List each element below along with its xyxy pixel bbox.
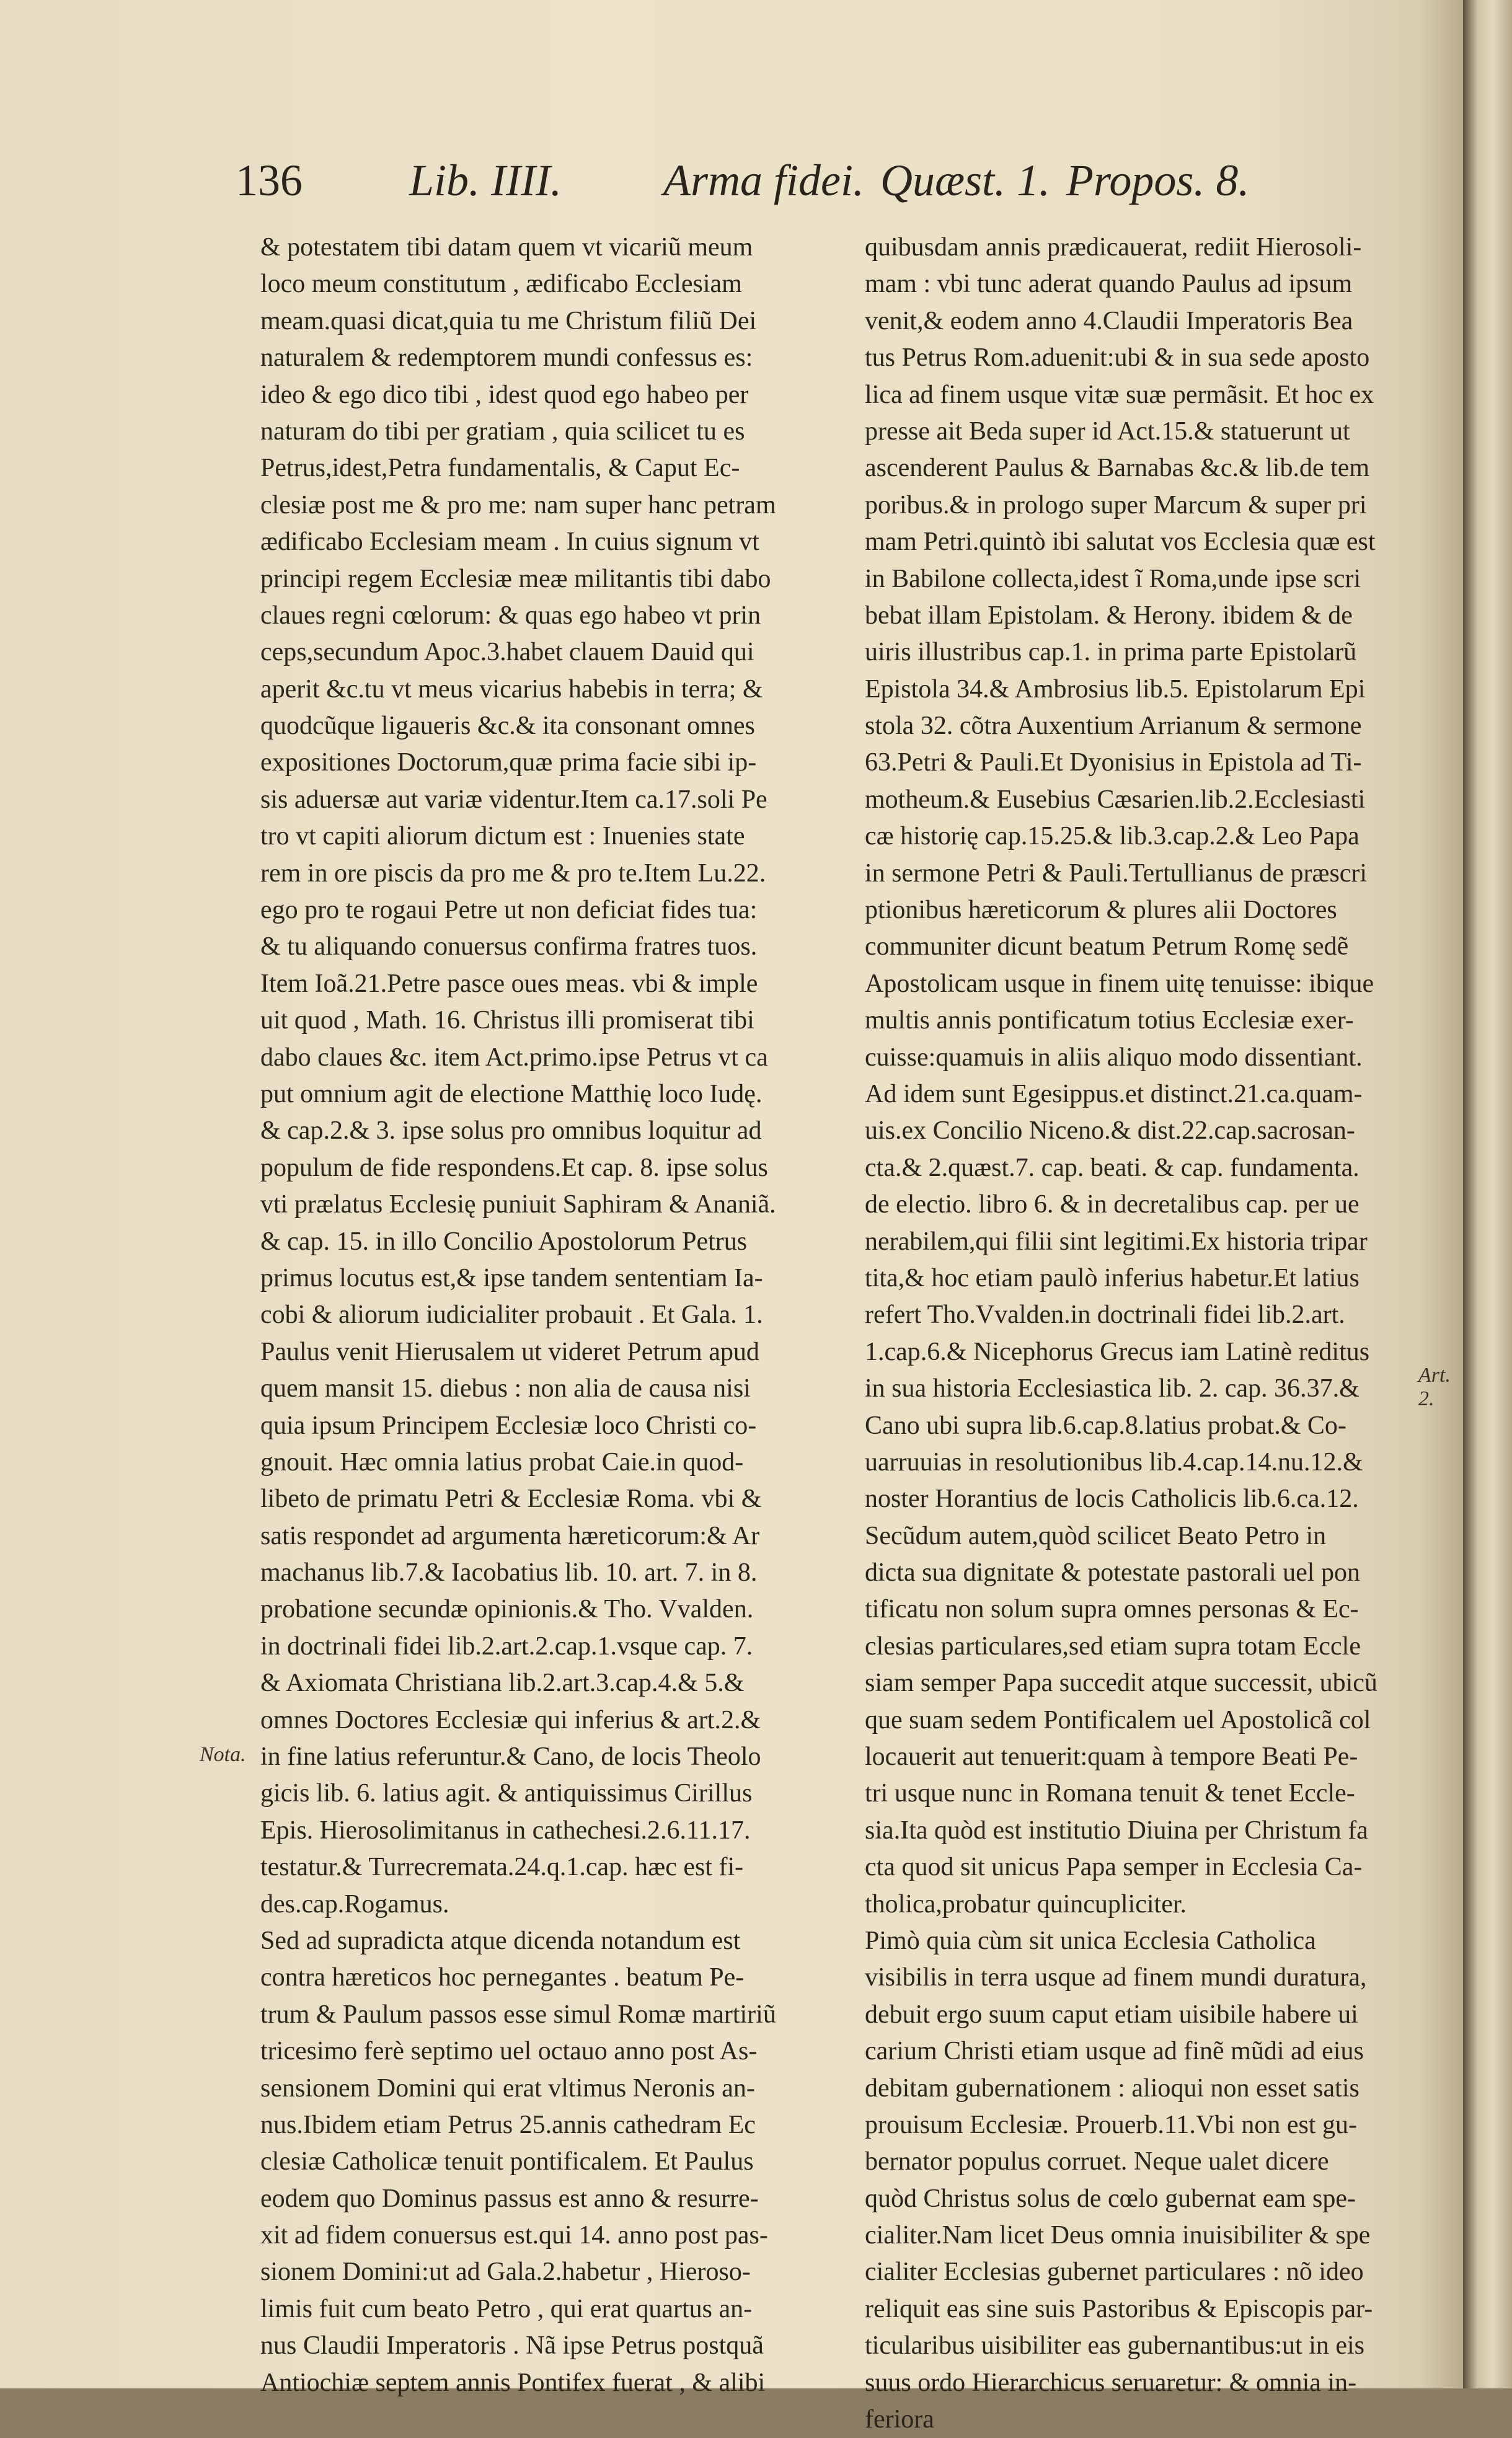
text-line: stola 32. cõtra Auxentium Arrianum & sermone bbox=[865, 712, 1362, 741]
text-line: 1.cap.6.& Nicephorus Grecus iam Latinè reditus bbox=[865, 1337, 1370, 1366]
right-column bbox=[865, 229, 1460, 2438]
text-line: tus Petrus Rom.aduenit:ubi & in sua sede aposto bbox=[865, 343, 1370, 373]
text-line: siam semper Papa succedit atque successit, ubicũ bbox=[865, 1669, 1377, 1698]
text-line: Pimò quia cùm sit unica Ecclesia Catholica bbox=[865, 1926, 1316, 1955]
text-line: rem in ore piscis da pro me & pro te.Item Lu.22. bbox=[260, 859, 766, 888]
text-line: Item Ioã.21.Petre pasce oues meas. vbi & imple bbox=[260, 969, 758, 998]
header-question: Quæst. 1. bbox=[880, 156, 1051, 205]
text-line: uiris illustribus cap.1. in prima parte Epistolarũ bbox=[865, 638, 1357, 667]
text-line: clesias particulares,sed etiam supra totam Eccle bbox=[865, 1632, 1361, 1661]
text-line: tri usque nunc in Romana tenuit & tenet Eccle- bbox=[865, 1779, 1355, 1808]
text-line: quòd Christus solus de cœlo gubernat eam spe- bbox=[865, 2184, 1356, 2213]
text-line: uarruuias in resolutionibus lib.4.cap.14.nu.12.& bbox=[865, 1447, 1363, 1477]
text-line: claues regni cœlorum: & quas ego habeo vt prin bbox=[260, 601, 761, 630]
text-line: Cano ubi supra lib.6.cap.8.latius probat.& Co- bbox=[865, 1411, 1346, 1440]
text-line: clesiæ post me & pro me: nam super hanc petram bbox=[260, 490, 776, 519]
text-line: motheum.& Eusebius Cæsarien.lib.2.Ecclesiasti bbox=[865, 785, 1366, 814]
text-line: multis annis pontificatum totius Ecclesiæ exer- bbox=[865, 1006, 1354, 1035]
text-line: sionem Domini:ut ad Gala.2.habetur , Hieroso- bbox=[260, 2258, 751, 2287]
text-line: nerabilem,qui filii sint legitimi.Ex historia tripar bbox=[865, 1227, 1368, 1256]
text-line: cialiter.Nam licet Deus omnia inuisibiliter & spe bbox=[865, 2221, 1371, 2250]
text-line: cæ historię cap.15.25.& lib.3.cap.2.& Leo Papa bbox=[865, 822, 1359, 851]
text-line: machanus lib.7.& Iacobatius lib. 10. art. 7. in 8. bbox=[260, 1558, 758, 1588]
text-line: noster Horantius de locis Catholicis lib.6.ca.12. bbox=[865, 1485, 1359, 1514]
text-line: vti prælatus Ecclesię puniuit Saphiram & Ananiã. bbox=[260, 1190, 776, 1219]
text-line: principi regem Ecclesiæ meæ militantis tibi dabo bbox=[260, 564, 771, 593]
text-line: ceps,secundum Apoc.3.habet clauem Dauid qui bbox=[260, 638, 754, 667]
text-line: visibilis in terra usque ad finem mundi duratura, bbox=[865, 1963, 1367, 1992]
text-line: Petrus,idest,Petra fundamentalis, & Caput Ec- bbox=[260, 454, 740, 483]
text-line: in sermone Petri & Pauli.Tertullianus de præscri bbox=[865, 859, 1368, 888]
margin-note-art: Art. 2. bbox=[1418, 1364, 1451, 1410]
text-line: debuit ergo suum caput etiam uisibile habere ui bbox=[865, 2000, 1358, 2029]
text-line: in doctrinali fidei lib.2.art.2.cap.1.vsque cap. 7. bbox=[260, 1632, 753, 1661]
text-line: contra hæreticos hoc pernegantes . beatum Pe- bbox=[260, 1963, 745, 1992]
text-line: in fine latius referuntur.& Cano, de locis Theolo bbox=[260, 1742, 761, 1772]
text-line: tro vt capiti aliorum dictum est : Inuenies state bbox=[260, 822, 745, 851]
text-line: venit,& eodem anno 4.Claudii Imperatoris Bea bbox=[865, 306, 1353, 335]
text-line: cta quod sit unicus Papa semper in Ecclesia Ca- bbox=[865, 1853, 1363, 1882]
text-line: bebat illam Epistolam. & Herony. ibidem & de bbox=[865, 601, 1353, 630]
text-line: expositiones Doctorum,quæ prima facie sibi ip- bbox=[260, 748, 757, 777]
text-line: debitam gubernationem : alioqui non esset satis bbox=[865, 2074, 1359, 2103]
text-line: & potestatem tibi datam quem vt vicariũ meum bbox=[260, 233, 753, 262]
text-line: limis fuit cum beato Petro , qui erat quartus an- bbox=[260, 2294, 753, 2323]
text-line: ticularibus uisibiliter eas gubernantibus:ut in eis bbox=[865, 2331, 1365, 2361]
text-line: primus locutus est,& ipse tandem sententiam Ia- bbox=[260, 1263, 763, 1292]
text-line: mam : vbi tunc aderat quando Paulus ad ipsum bbox=[865, 270, 1353, 299]
text-line: quia ipsum Principem Ecclesiæ loco Christi co- bbox=[260, 1411, 757, 1440]
text-line: locauerit aut tenuerit:quam à tempore Beati Pe- bbox=[865, 1742, 1358, 1772]
header-title: Arma fidei. bbox=[663, 156, 864, 205]
text-line: cobi & aliorum iudicialiter probauit . Et Gala. 1. bbox=[260, 1301, 763, 1330]
text-line: sensionem Domini qui erat vltimus Neronis an- bbox=[260, 2074, 755, 2103]
text-line: sis aduersæ aut variæ videntur.Item ca.17.soli Pe bbox=[260, 785, 767, 814]
text-line: testatur.& Turrecremata.24.q.1.cap. hæc est fi- bbox=[260, 1853, 744, 1882]
text-line: reliquit eas sine suis Pastoribus & Episcopis par- bbox=[865, 2294, 1373, 2323]
text-line: Paulus venit Hierusalem ut videret Petrum apud bbox=[260, 1337, 759, 1366]
text-line: naturam do tibi per gratiam , quia scilicet tu es bbox=[260, 417, 745, 446]
text-line: que suam sedem Pontificalem uel Apostolicã col bbox=[865, 1705, 1371, 1734]
text-line: quibusdam annis prædicauerat, rediit Hierosoli- bbox=[865, 233, 1362, 262]
text-line: ideo & ego dico tibi , idest quod ego habeo per bbox=[260, 380, 749, 409]
text-line: & tu aliquando conuersus confirma fratres tuos. bbox=[260, 932, 758, 961]
text-line: gnouit. Hæc omnia latius probat Caie.in quod- bbox=[260, 1447, 744, 1477]
text-line: tificatu non solum supra omnes personas & Ec- bbox=[865, 1595, 1359, 1624]
text-line: lica ad finem usque vitæ suæ permãsit. Et hoc ex bbox=[865, 380, 1374, 409]
text-line: de electio. libro 6. & in decretalibus cap. per ue bbox=[865, 1190, 1359, 1219]
text-line: eodem quo Dominus passus est anno & resurre- bbox=[260, 2184, 759, 2213]
margin-note-nota: Nota. bbox=[200, 1743, 246, 1766]
text-line: suus ordo Hierarchicus seruaretur: & omnia in- bbox=[865, 2368, 1357, 2397]
text-line: Sed ad supradicta atque dicenda notandum est bbox=[260, 1926, 741, 1955]
text-line: xit ad fidem conuersus est.qui 14. anno post pas- bbox=[260, 2221, 768, 2250]
text-line: gicis lib. 6. latius agit. & antiquissimus Cirillus bbox=[260, 1779, 753, 1808]
text-line: Antiochiæ septem annis Pontifex fuerat , & alibi bbox=[260, 2368, 766, 2397]
text-line: & cap.2.& 3. ipse solus pro omnibus loquitur ad bbox=[260, 1116, 762, 1146]
header-book: Lib. IIII. bbox=[409, 156, 562, 205]
page-edge bbox=[1463, 0, 1512, 2388]
text-line: bernator populus corruet. Neque ualet dicere bbox=[865, 2147, 1329, 2176]
text-line: aperit &c.tu vt meus vicarius habebis in terra; & bbox=[260, 674, 763, 704]
text-line: & Axiomata Christiana lib.2.art.3.cap.4.& 5.& bbox=[260, 1669, 745, 1698]
running-header bbox=[236, 155, 1327, 223]
text-line: quodcũque ligaueris &c.& ita consonant omnes bbox=[260, 712, 755, 741]
text-line: nus Claudii Imperatoris . Nã ipse Petrus postquã bbox=[260, 2331, 764, 2361]
text-line: dicta sua dignitate & potestate pastorali uel pon bbox=[865, 1558, 1360, 1588]
text-line: populum de fide respondens.Et cap. 8. ipse solus bbox=[260, 1153, 768, 1182]
text-line: feriora bbox=[865, 2405, 934, 2434]
text-line: Secũdum autem,quòd scilicet Beato Petro in bbox=[865, 1521, 1327, 1550]
text-line: refert Tho.Vvalden.in doctrinali fidei lib.2.art. bbox=[865, 1301, 1345, 1330]
text-line: tita,& hoc etiam paulò inferius habetur.Et latius bbox=[865, 1263, 1359, 1292]
text-line: cialiter Ecclesias gubernet particulares : nõ ideo bbox=[865, 2258, 1364, 2287]
text-line: clesiæ Catholicæ tenuit pontificalem. Et Paulus bbox=[260, 2147, 754, 2176]
text-line: & cap. 15. in illo Concilio Apostolorum Petrus bbox=[260, 1227, 748, 1256]
text-line: trum & Paulum passos esse simul Romæ martiriũ bbox=[260, 2000, 776, 2029]
text-line: Ad idem sunt Egesippus.et distinct.21.ca.quam- bbox=[865, 1079, 1363, 1108]
page-number: 136 bbox=[236, 156, 303, 205]
text-line: satis respondet ad argumenta hæreticorum:& Ar bbox=[260, 1521, 760, 1550]
text-line: tricesimo ferè septimo uel octauo anno post As- bbox=[260, 2037, 758, 2066]
text-line: Apostolicam usque in finem uitę tenuisse: ibique bbox=[865, 969, 1374, 998]
text-line: dabo claues &c. item Act.primo.ipse Petrus vt ca bbox=[260, 1043, 768, 1072]
text-line: uit quod , Math. 16. Christus illi promiserat tibi bbox=[260, 1006, 754, 1035]
text-line: ascenderent Paulus & Barnabas &c.& lib.de tem bbox=[865, 454, 1370, 483]
text-line: nus.Ibidem etiam Petrus 25.annis cathedram Ec bbox=[260, 2110, 756, 2139]
text-line: carium Christi etiam usque ad finẽ mũdi ad eius bbox=[865, 2037, 1364, 2066]
text-line: naturalem & redemptorem mundi confessus es: bbox=[260, 343, 753, 373]
text-line: omnes Doctores Ecclesiæ qui inferius & art.2.& bbox=[260, 1705, 761, 1734]
text-line: cuisse:quamuis in aliis aliquo modo dissentiant. bbox=[865, 1043, 1363, 1072]
text-line: poribus.& in prologo super Marcum & super pri bbox=[865, 490, 1367, 519]
text-line: probatione secundæ opinionis.& Tho. Vvalden. bbox=[260, 1595, 754, 1624]
text-line: uis.ex Concilio Niceno.& dist.22.cap.sacrosan- bbox=[865, 1116, 1355, 1146]
text-line: prouisum Ecclesiæ. Prouerb.11.Vbi non est gu- bbox=[865, 2110, 1358, 2139]
text-line: put omnium agit de electione Matthię loco Iudę. bbox=[260, 1079, 763, 1108]
text-line: ædificabo Ecclesiam meam . In cuius signum vt bbox=[260, 528, 759, 557]
text-line: presse ait Beda super id Act.15.& statuerunt ut bbox=[865, 417, 1350, 446]
left-column bbox=[260, 229, 855, 2401]
text-line: meam.quasi dicat,quia tu me Christum filiũ Dei bbox=[260, 306, 757, 335]
text-line: in sua historia Ecclesiastica lib. 2. cap. 36.37.& bbox=[865, 1374, 1359, 1403]
text-line: libeto de primatu Petri & Ecclesiæ Roma. vbi & bbox=[260, 1485, 762, 1514]
text-line: Epis. Hierosolimitanus in cathechesi.2.6.11.17. bbox=[260, 1816, 751, 1845]
text-line: quem mansit 15. diebus : non alia de causa nisi bbox=[260, 1374, 751, 1403]
text-line: ptionibus hæreticorum & plures alii Doctores bbox=[865, 896, 1337, 925]
text-line: communiter dicunt beatum Petrum Romę sedẽ bbox=[865, 932, 1349, 961]
text-line: loco meum constitutum , ædificabo Ecclesiam bbox=[260, 270, 742, 299]
text-line: sia.Ita quòd est institutio Diuina per Christum fa bbox=[865, 1816, 1368, 1845]
text-line: Epistola 34.& Ambrosius lib.5. Epistolarum Epi bbox=[865, 674, 1366, 704]
text-line: des.cap.Rogamus. bbox=[260, 1889, 449, 1919]
text-line: 63.Petri & Pauli.Et Dyonisius in Epistola ad Ti- bbox=[865, 748, 1362, 777]
text-line: cta.& 2.quæst.7. cap. beati. & cap. fundamenta. bbox=[865, 1153, 1359, 1182]
text-line: ego pro te rogaui Petre ut non deficiat fides tua: bbox=[260, 896, 758, 925]
header-proposition: Propos. 8. bbox=[1066, 156, 1250, 205]
text-line: tholica,probatur quincupliciter. bbox=[865, 1889, 1187, 1919]
text-line: in Babilone collecta,idest ĩ Roma,unde ipse scri bbox=[865, 564, 1361, 593]
text-line: mam Petri.quintò ibi salutat vos Ecclesia quæ est bbox=[865, 528, 1376, 557]
